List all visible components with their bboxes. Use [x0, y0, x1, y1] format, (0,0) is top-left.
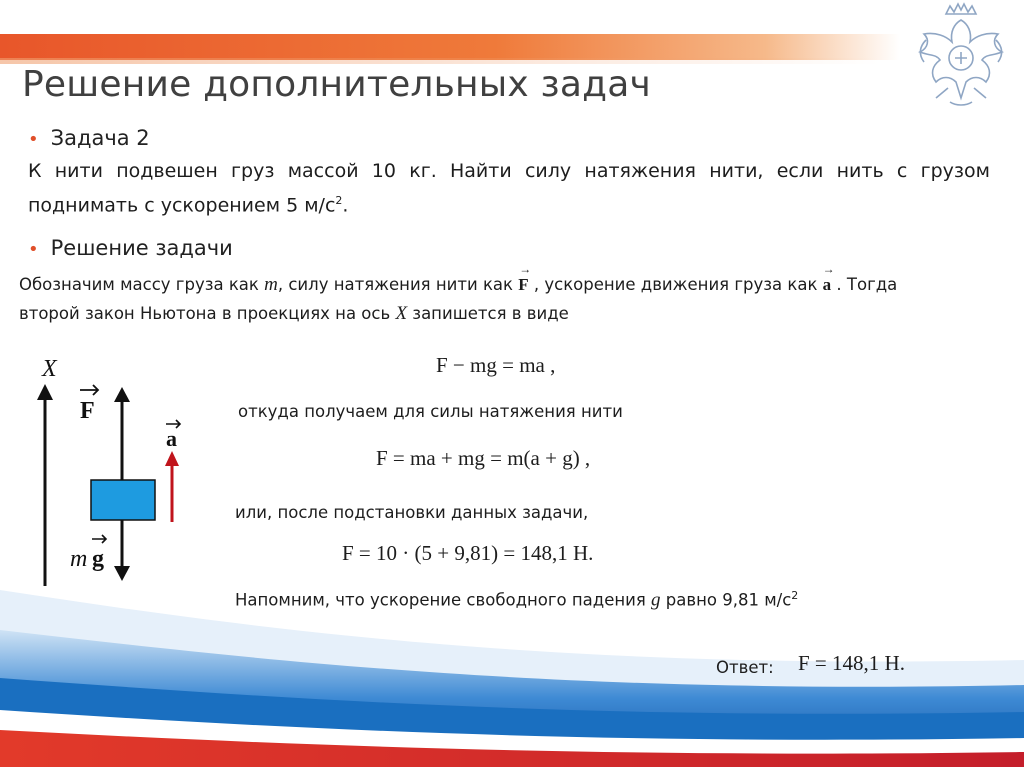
equation-numeric: F = 10 · (5 + 9,81) = 148,1 Н.: [342, 541, 594, 565]
task-statement: [28, 157, 990, 220]
acceleration-arrow-head-icon: [165, 451, 179, 466]
task-text-superscript: 2: [335, 194, 343, 207]
task-text: К нити подвешен груз массой 10 кг. Найти силу натяжения нити, если нить с грузом поднимать с ускорением 5 м/с: [28, 160, 990, 217]
equation-tension-formula: F = ma + mg = m(a + g) ,: [376, 446, 591, 470]
load-block: [91, 480, 155, 520]
solution-intro-line-2: [19, 303, 569, 325]
recall-superscript: 2: [791, 589, 799, 602]
force-vector-mark-icon: [80, 385, 98, 395]
force-arrow-head-icon: [114, 387, 130, 402]
recall-symbol-g: g: [651, 589, 661, 611]
intro-symbol-f: F: [518, 275, 529, 294]
double-headed-eagle-emblem-icon: [906, 2, 1016, 114]
solution-intro-line-1: [19, 262, 898, 296]
intro-vector-a: → a: [822, 262, 835, 294]
weight-arrow-head-icon: [114, 566, 130, 581]
intro-vector-f: → F: [518, 262, 532, 294]
weight-vector-mark-icon: [92, 535, 106, 543]
header-orange-stripe: [0, 34, 900, 60]
answer-label: Ответ:: [716, 658, 774, 677]
solution-bullet: [28, 236, 233, 260]
force-label: F: [80, 398, 95, 424]
intro-symbol-m: m: [264, 274, 278, 295]
recall-text-a: Напомним, что ускорение свободного падения: [235, 590, 652, 610]
text-substitution: или, после подстановки данных задачи,: [235, 503, 589, 522]
equation-newton-law: F − mg = ma ,: [436, 353, 556, 377]
weight-label-g: g: [92, 546, 104, 572]
task-text-end: .: [342, 194, 349, 217]
weight-label-m: m: [70, 546, 88, 572]
intro-symbol-a: a: [822, 275, 832, 294]
force-diagram: [20, 350, 220, 590]
intro-symbol-x: X: [395, 303, 408, 324]
solution-heading: Решение задачи: [50, 236, 233, 260]
text-from: откуда получаем для силы натяжения нити: [238, 402, 623, 421]
diagram-axis-label: X: [42, 356, 57, 382]
task-heading: Задача 2: [50, 126, 150, 150]
task-bullet: [28, 126, 150, 150]
intro-text-b: , силу натяжения нити как: [277, 275, 519, 294]
intro-text-d: . Тогда: [831, 275, 898, 294]
page-title: Решение дополнительных задач: [22, 64, 651, 105]
bullet-dot-icon: •: [28, 129, 39, 150]
intro-text-e: второй закон Ньютона в проекциях на ось: [19, 304, 396, 323]
intro-text-a: Обозначим массу груза как: [19, 275, 265, 294]
intro-text-c: , ускорение движения груза как: [528, 275, 823, 294]
axis-arrow-head-icon: [37, 384, 53, 400]
intro-text-f: запишется в виде: [407, 304, 569, 323]
bullet-dot-icon: •: [28, 239, 39, 260]
acceleration-label: a: [166, 426, 177, 451]
recall-text-b: равно 9,81 м/с: [660, 590, 792, 610]
answer-value: F = 148,1 Н.: [798, 651, 905, 675]
